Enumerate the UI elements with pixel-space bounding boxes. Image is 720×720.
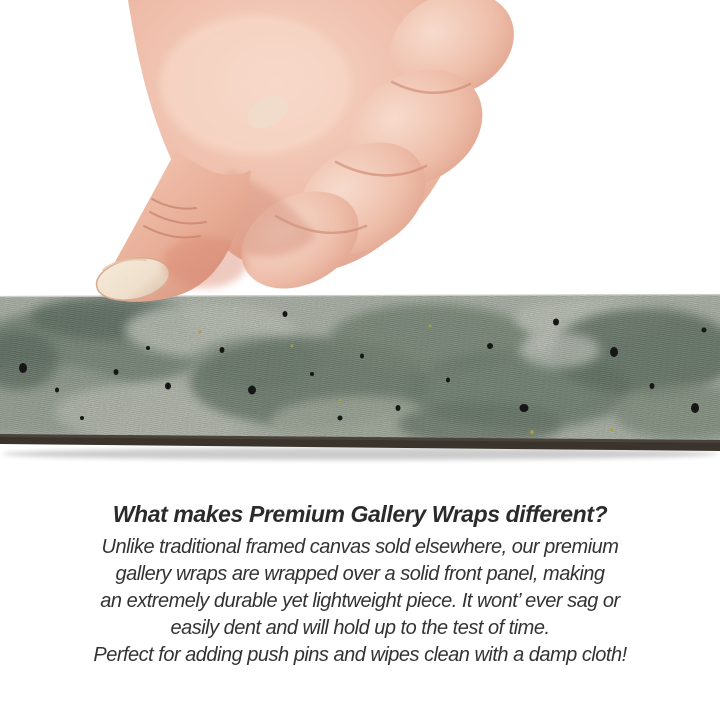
info-line: gallery wraps are wrapped over a solid front panel, making bbox=[115, 563, 605, 585]
info-line: an extremely durable yet lightweight piece. It wont’ ever sag or bbox=[100, 590, 620, 612]
info-heading: What makes Premium Gallery Wraps different? bbox=[112, 501, 608, 527]
info-line: Unlike traditional framed canvas sold elsewhere, our premium bbox=[101, 536, 619, 558]
info-line: Perfect for adding push pins and wipes clean with a damp cloth! bbox=[93, 644, 627, 666]
hand-photo bbox=[0, 0, 720, 320]
info-text-block bbox=[0, 500, 720, 669]
info-line: easily dent and will hold up to the test of time. bbox=[170, 617, 550, 639]
